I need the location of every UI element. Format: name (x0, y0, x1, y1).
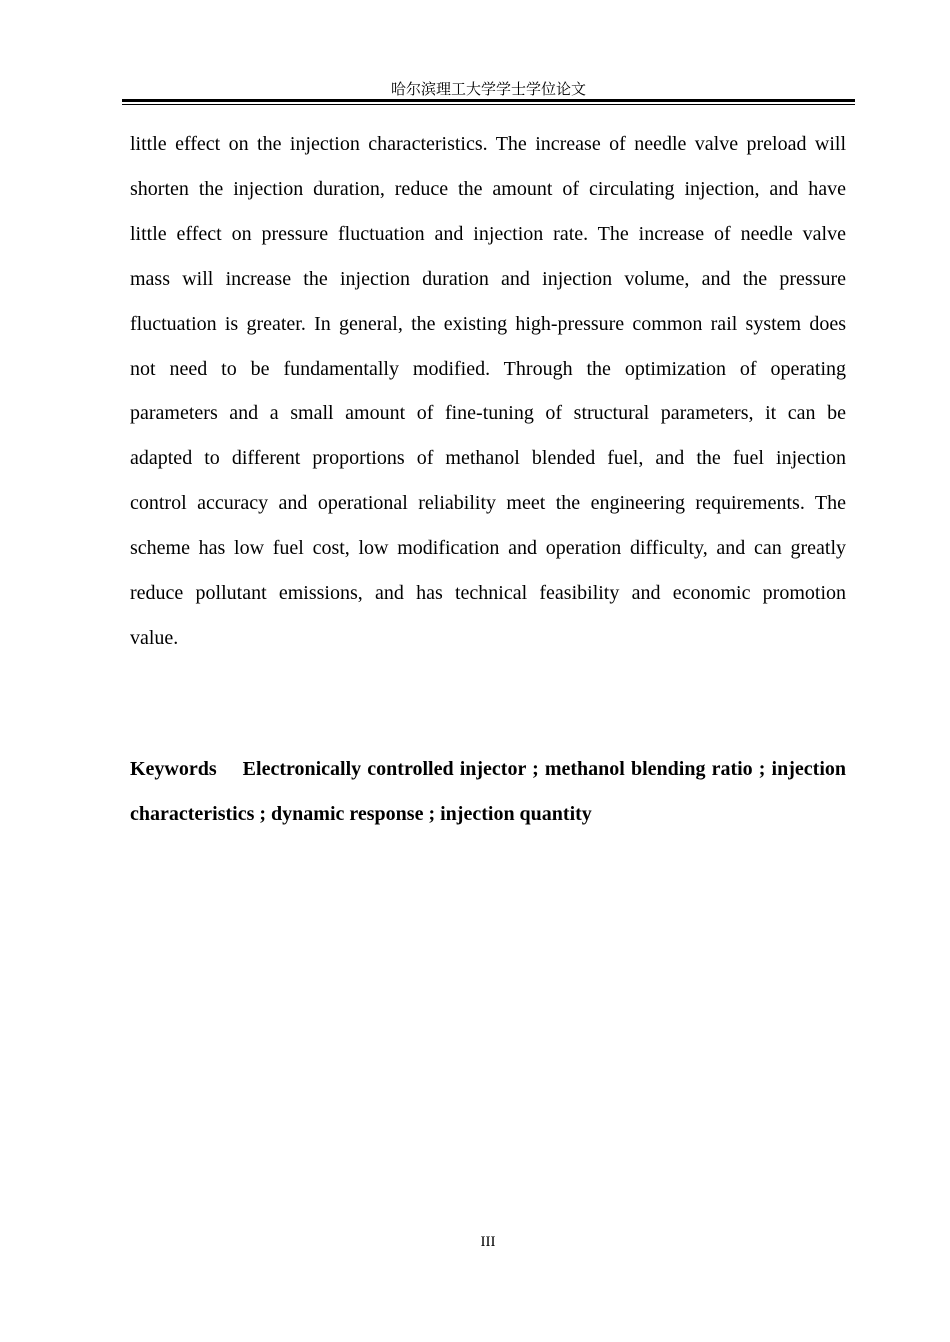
keywords-label: Keywords (130, 758, 217, 780)
page-number: III (480, 1234, 496, 1250)
keywords-paragraph (130, 747, 846, 837)
header-rule-thin (122, 104, 855, 105)
abstract-paragraph: little effect on the injection characteristics. The increase of needle valve preload will shorten the injection duration, reduce the amount of circulating injection, and have little effect on pressure fluctuation and injection rate. The increase of needle valve mass will increase the injection duration and injection volume, and the pressure fluctuation is greater. In general, the existing high-pressure common rail system does not need to be fundamentally modified. Through the optimization of operating parameters and a small amount of fine-tuning of structural parameters, it can be adapted to different proportions of methanol blended fuel, and the fuel injection control accuracy and operational reliability meet the engineering requirements. The scheme has low fuel cost, low modification and operation difficulty, and can greatly reduce pollutant emissions, and has technical feasibility and economic promotion value. (130, 133, 846, 649)
keywords-text: Electronically controlled injector ; methanol blending ratio ; injection characteristics ; dynamic response ; injection quantity (130, 758, 846, 825)
header-rule-thick (122, 99, 855, 102)
running-header: 哈尔滨理工大学学士学位论文 (390, 82, 586, 98)
